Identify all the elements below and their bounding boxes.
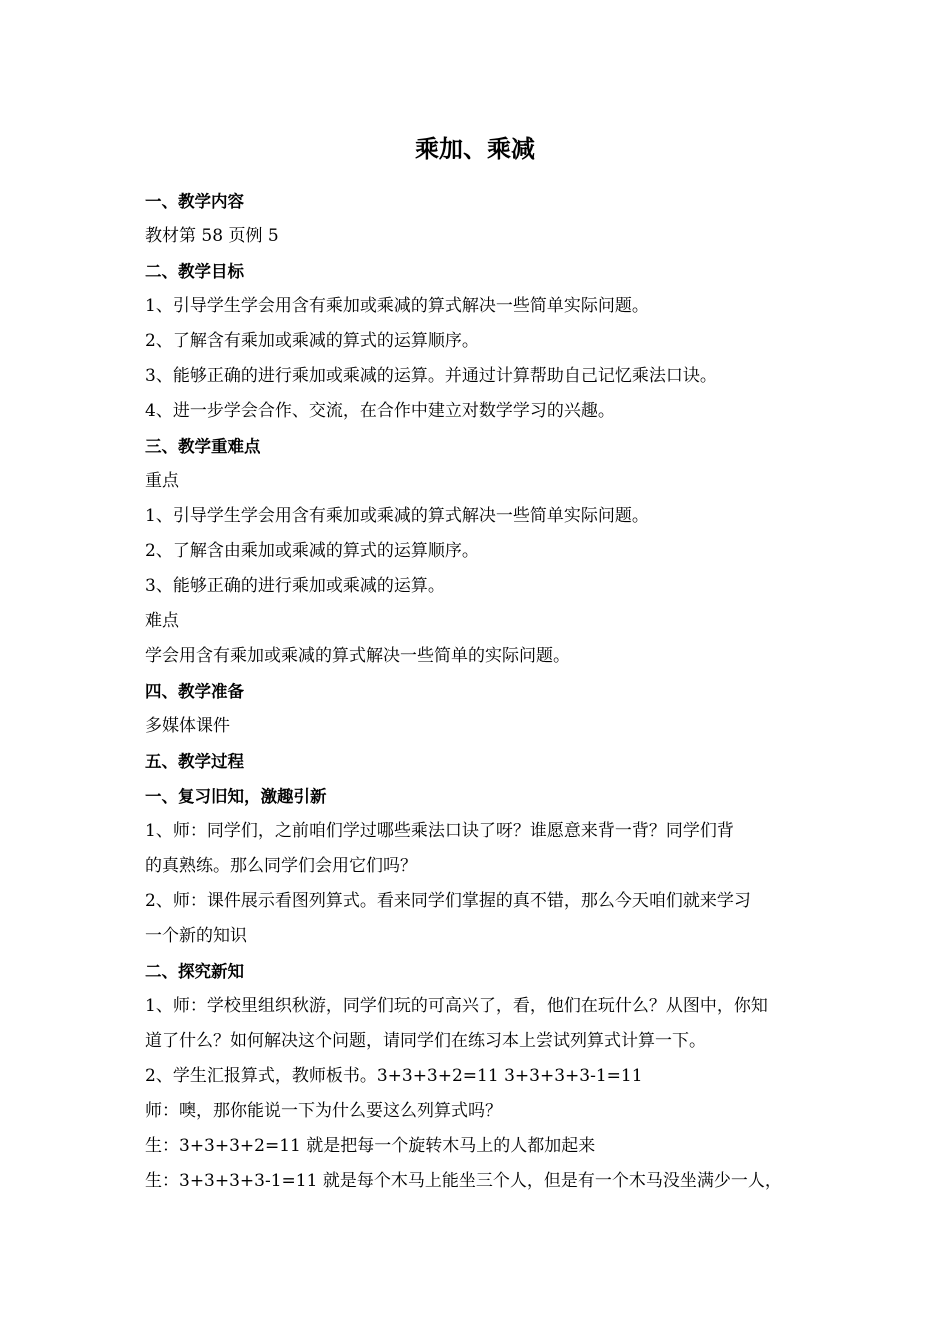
text-line: 的真熟练。那么同学们会用它们吗？ (145, 856, 417, 876)
section-heading: 四、教学准备 (145, 682, 244, 701)
text-line: 生：3+3+3+3-1=11 就是每个木马上能坐三个人，但是有一个木马没坐满少一人， (145, 1171, 782, 1191)
text-line: 多媒体课件 (145, 716, 230, 736)
section-heading: 五、教学过程 (145, 752, 244, 771)
text-line: 教材第 58 页例 5 (145, 226, 279, 246)
text-line: 难点 (145, 611, 179, 631)
text-line: 学会用含有乘加或乘减的算式解决一些简单的实际问题。 (145, 646, 570, 666)
text-line: 3、能够正确的进行乘加或乘减的运算。 (145, 576, 445, 596)
document-title: 乘加、乘减 (415, 135, 535, 163)
text-line: 一个新的知识 (145, 926, 247, 946)
text-line: 3、能够正确的进行乘加或乘减的运算。并通过计算帮助自己记忆乘法口诀。 (145, 366, 717, 386)
text-line: 1、师：学校里组织秋游，同学们玩的可高兴了，看，他们在玩什么？从图中，你知 (145, 996, 768, 1016)
section-heading: 一、复习旧知，激趣引新 (145, 787, 327, 806)
text-line: 生：3+3+3+2=11 就是把每一个旋转木马上的人都加起来 (145, 1136, 596, 1156)
text-line: 师：噢，那你能说一下为什么要这么列算式吗？ (145, 1101, 502, 1121)
text-line: 1、师：同学们，之前咱们学过哪些乘法口诀了呀？谁愿意来背一背？同学们背 (145, 821, 734, 841)
section-heading: 二、教学目标 (145, 262, 244, 281)
section-heading: 一、教学内容 (145, 192, 244, 211)
text-line: 4、进一步学会合作、交流，在合作中建立对数学学习的兴趣。 (145, 401, 615, 421)
document-body (145, 184, 810, 1199)
text-line: 2、了解含有乘加或乘减的算式的运算顺序。 (145, 331, 479, 351)
text-line: 1、引导学生学会用含有乘加或乘减的算式解决一些简单实际问题。 (145, 506, 649, 526)
text-line: 2、了解含由乘加或乘减的算式的运算顺序。 (145, 541, 479, 561)
text-line: 2、师：课件展示看图列算式。看来同学们掌握的真不错，那么今天咱们就来学习 (145, 891, 751, 911)
text-line: 2、学生汇报算式，教师板书。3+3+3+2=11 3+3+3+3-1=11 (145, 1066, 643, 1086)
section-heading: 二、探究新知 (145, 962, 244, 981)
text-line: 1、引导学生学会用含有乘加或乘减的算式解决一些简单实际问题。 (145, 296, 649, 316)
section-heading: 三、教学重难点 (145, 437, 261, 456)
text-line: 重点 (145, 471, 179, 491)
text-line: 道了什么？如何解决这个问题，请同学们在练习本上尝试列算式计算一下。 (145, 1031, 706, 1051)
